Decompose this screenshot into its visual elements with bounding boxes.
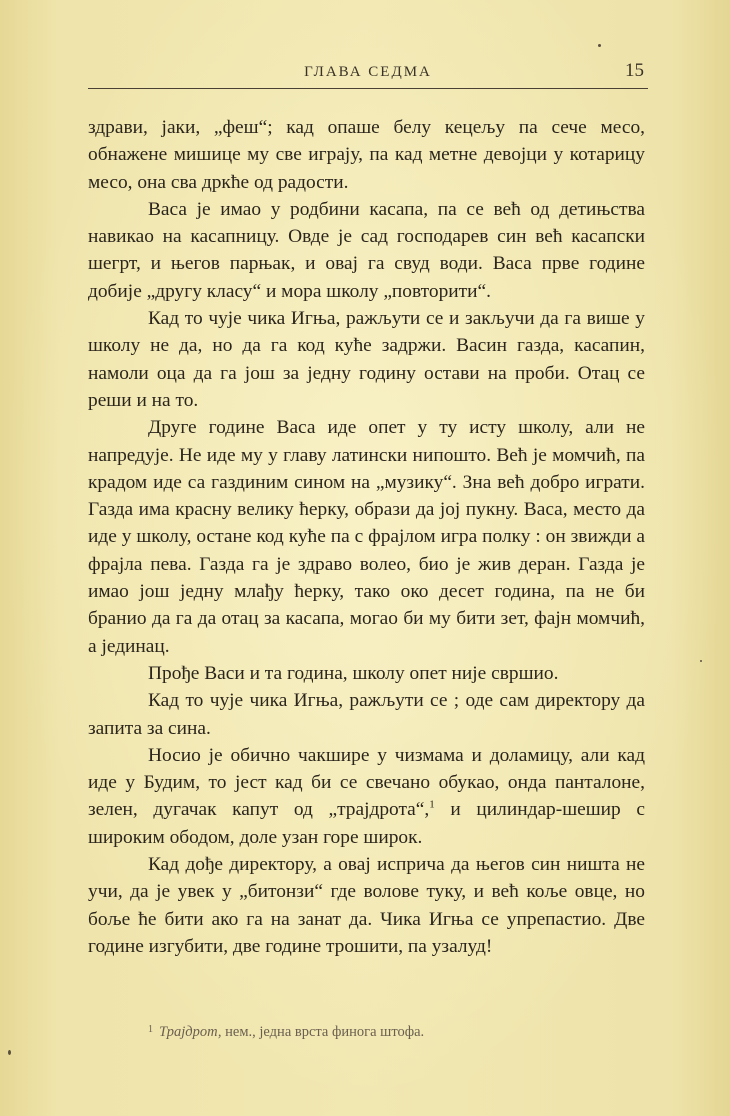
- footnote-reference: 1: [429, 798, 435, 811]
- paragraph: Прође Васи и та година, школу опет није свршио.: [148, 662, 559, 684]
- paragraph: Друге године Васа иде опет у ту исту школу, али не напредује. Не иде му у главу латински нипошто. Већ је момчић, па крадом иде са газдиним сином на „музику“. Зна већ добро играти. Газда има красну велику ћерку, образи да јој пукну. Васа, место да иде у школу, остане код куће па с фрајлом игра полку : он звижди а фрајла пева. Газда га је здраво волео, био је жив деран. Газда је имао још једну млађу ћерку, тако око десет година, па не би бранио да га да отац за касапа, могао би му бити зет, фајн момчић, а јединац.: [88, 417, 645, 657]
- paper-speck: [598, 44, 601, 47]
- page-number: 15: [625, 60, 644, 81]
- footnote-text: нем., једна врста финога штофа.: [221, 1024, 425, 1040]
- paragraph: здрави, јаки, „феш“; кад опаше белу кецељу па сече месо, обнажене мишице му све играју, па кад метне девојци у котарицу месо, она сва дркће од радости.: [88, 117, 645, 193]
- body-text: [88, 114, 645, 960]
- paragraph-with-footnote: [88, 742, 645, 851]
- footnote-mark: 1: [148, 1024, 153, 1035]
- paragraph: Кад дође директору, а овај исприча да његов син ништа не учи, да је увек у „битонзи“ где волове туку, и већ коље овце, но боље ће бити ако га на занат да. Чика Игња се упрепастио. Две године изгубити, две године трошити, па узалуд!: [88, 854, 645, 957]
- paper-speck: [8, 1050, 11, 1055]
- paragraph: Васа је имао у родбини касапа, па се већ од детињства навикао на касапницу. Овде је сад господарев син већ касапски шегрт, и његов парњак, и овај га свуд води. Васа прве године добије „другу класу“ и мора школу „повторити“.: [88, 198, 645, 302]
- chapter-title: ГЛАВА СЕДМА: [304, 64, 432, 80]
- paragraph: Кад то чује чика Игња, ражљути се ; оде сам директору да запита за сина.: [88, 690, 645, 739]
- paragraph-text: и цилиндар-шешир с широким ободом, доле узан горе широк.: [88, 799, 645, 848]
- header-rule: [88, 88, 648, 89]
- paragraph-text: Носио је обично чакшире у чизмама и доламицу, али кад иде у Будим, то јест кад би се свечано обукао, онда панталоне, зелен, дугачак капут од „трајдрота“,: [88, 744, 645, 821]
- running-head: [88, 60, 648, 90]
- paper-speck: [700, 660, 702, 662]
- footnote-term: Трајдрот,: [159, 1024, 222, 1040]
- paragraph: Кад то чује чика Игња, ражљути се и закључи да га више у школу не да, но да га код куће задржи. Васин газда, касапин, намоли оца да га још за једну годину остави на проби. Отац се реши и на то.: [88, 308, 645, 411]
- footnote: [148, 1024, 648, 1041]
